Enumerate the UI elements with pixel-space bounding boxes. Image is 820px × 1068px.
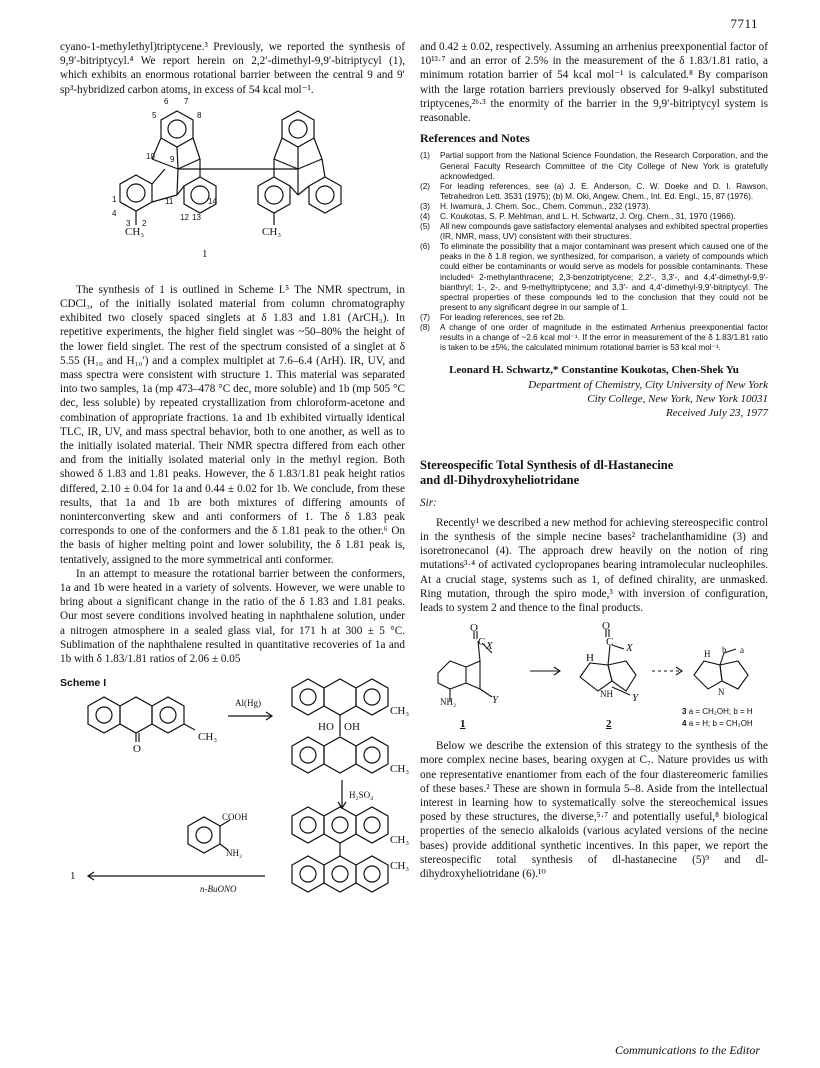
scheme-o: O (133, 743, 141, 756)
scheme-nh2: NH₂ (226, 848, 243, 859)
label-o-2: O (602, 620, 610, 633)
label-compound-3: 3 a = CH₂OH; b = H (682, 707, 753, 717)
scheme-ho: HO (318, 721, 334, 734)
barrier-paragraph: and 0.42 ± 0.02, respectively. Assuming an arrhenius preexponential factor of 10¹³·⁷ and an error of 2.5% in the measurement of the δ 1.83/1.81 ratio, a minimum rotation barrier of 54 kcal mol⁻¹ is calculated.⁸ By comparison with the large rotation barriers previously observed for 9-alkyl substituted triptycenes,²ᵇ·³ the enormity of the barrier in the 9,9′-bitriptycyl system is reasonable. (420, 41, 768, 125)
intro-paragraph: cyano-1-methylethyl)triptycene.³ Previously, we reported the synthesis of 9,9′-bitriptycyl.⁴ We report herein on 2,2′-dimethyl-9,9′-bitriptycyl (1), which exhibits an enormous rotational barrier between the central 9 and 9′ sp³-hybridized carbon atoms, in excess of 54 kcal mol⁻¹. (60, 41, 405, 96)
scheme-oh: OH (344, 721, 360, 734)
rotation-paragraph: In an attempt to measure the rotational barrier between the conformers, 1a and 1b were heated in a variety of solvents. However, we were unable to bring about a significant change in the ratio of the δ 1.83 and 1.81 peaks. Our most severe conditions involved heating in naphthalene solution, under a nitrogen atmosphere in a sealed glass vial, for 171 h at 300 ± 5 °C. Sublimation of the naphthalene resulted in quantitative recoveries of 1a and 1b with δ 1.83/1.81 ratios of 2.06 ± 0.05 (60, 567, 405, 666)
scheme-ch3-4: CH₃ (390, 834, 410, 847)
locant-13: 13 (192, 212, 201, 222)
received-date: Received July 23, 1977 (665, 406, 768, 419)
locant-8: 8 (197, 110, 202, 120)
label-h-2: H (586, 652, 594, 665)
reference-item: (5) All new compounds gave satisfactory elemental analyses and exhibited spectral properties (IR, NMR, mass, UV) consistent with their structures. (420, 222, 768, 242)
locant-9: 9 (170, 154, 175, 164)
methyl-left: CH₃ (125, 225, 145, 238)
locant-14: 14 (208, 196, 217, 206)
locant-12: 12 (180, 212, 189, 222)
strategy-paragraph: Below we describe the extension of this strategy to the synthesis of the more complex necine bases, bearing oxygen at C₇. Nature provides us with one representative enantiomer from each of the four diastereomeric families of these bases.² These are shown in formula 5–8. Aside from the intellectual interest in learning how to systematically solve the stereochemical issues posed by these structures, the diverse,⁵·⁷ and potentially useful,⁸ biological properties of the senecio alkaloids (various acylated versions of the necine bases) provide additional synthetic incentives. In this paper, we report the stereospecific total synthesis of dl-hastanecine (5)⁹ and dl-dihydroxyheliotridane (6).¹⁰ (420, 740, 768, 880)
locant-5: 5 (152, 110, 157, 120)
bitriptycyl-structure (60, 97, 405, 277)
label-nh2: NH₂ (440, 697, 457, 708)
bitriptycyl-drawing (60, 97, 405, 277)
locant-2: 2 (142, 218, 147, 228)
reference-item: (6) To eliminate the possibility that a major contaminant was present which caused one of the peaks in the δ 1.8 region, we synthesized, for comparison, a variety of compounds which could either be contaminants or would serve as models for possible contaminants. These included⁵ 2-methylanthracene; 2,3-benzotriptycene; 2,2′-, 3,3′-, and 4,4′-dimethyl-9,9′-bianthryl; 1-, 2-, and 9-methyltriptycene; and 3,3′- and 4,4′-dimethyl-9,9′-bitriptycyl. The spectral properties of these compounds led to the conclusion that they could not be present to any significant degree in our sample of 1. (420, 242, 768, 312)
reagent-h2so4: H₂SO₄ (349, 790, 374, 801)
compound-number: 1 (202, 247, 208, 260)
scheme-ch3-5: CH₃ (390, 860, 410, 873)
references-heading: References and Notes (420, 131, 530, 146)
scheme-cooh: COOH (222, 812, 248, 823)
reagent-buono: n-BuONO (200, 884, 237, 895)
label-c-1: C (478, 636, 486, 649)
reference-item: (8) A change of one order of magnitude in the estimated Arrhenius preexponential factor results in a change of ~2.6 kcal mol⁻¹. If the error in measurement of the δ 1.83/1.81 ratio is taken to be ±5%, the calculated minimum rotational barrier is 53 kcal mol⁻¹. (420, 323, 768, 353)
reference-item: (7) For leading references, see ref 2b. (420, 312, 566, 322)
label-x-2: X (626, 642, 633, 655)
label-o-1: O (470, 622, 478, 635)
scheme-title: Scheme I (60, 677, 107, 690)
label-x-1: X (486, 640, 493, 653)
label-y-2: Y (632, 692, 639, 705)
article-title-line-2: and dl-Dihydroxyheliotridane (420, 472, 580, 487)
ring-mutation-scheme (420, 621, 768, 739)
necine-intro-paragraph: Recently¹ we described a new method for achieving stereospecific control in the synthesis of the simple necine bases² trachelanthamidine (3) and isoretronecanol (4). The approach drew heavily on the notion of ring mutations³·⁴ of activated cyclopropanes bearing intramolecular nucleophiles. At a crucial stage, systems such as 1, of defined chirality, are unmasked. Ring mutation, through the spiro mode,³ with inversion of configuration, leads to system 2 and thence to the final products. (420, 516, 768, 614)
reference-item: (2) For leading references, see (a) J. E. Anderson, C. W. Doeke and D. I. Rawson, Tetrahedron Lett. 3531 (1975); (b) M. Oki, Angew. Chem., Int. Ed. Engl., 15, 87 (1976). (420, 181, 768, 201)
article-title-line-1: Stereospecific Total Synthesis of dl-Hastanecine (420, 457, 674, 472)
left-column (60, 40, 410, 936)
locant-10: 10 (146, 151, 155, 161)
label-n: N (718, 687, 725, 698)
label-nh: NH (600, 689, 613, 700)
journal-section-footer: Communications to the Editor (615, 1043, 760, 1057)
locant-6: 6 (164, 96, 169, 106)
affiliation-line-1: Department of Chemistry, City University of New York (528, 378, 768, 391)
label-b: b (722, 645, 727, 656)
scheme-ch3-2: CH₃ (390, 705, 410, 718)
label-compound-4: 4 a = H; b = CH₂OH (682, 719, 753, 729)
page-number: 7711 (730, 16, 758, 31)
label-c-2: C (606, 636, 614, 649)
salutation: Sir: (420, 496, 437, 509)
methyl-right: CH₃ (262, 225, 282, 238)
reference-item: (1) Partial support from the National Science Foundation, the Research Corporation, and the General Faculty Research Committee of the City College of New York is gratefully acknowledged. (420, 151, 768, 181)
reference-list (420, 151, 768, 353)
scheme-ch3-3: CH₃ (390, 763, 410, 776)
affiliation-line-2: City College, New York, New York 10031 (587, 392, 768, 405)
label-a: a (740, 645, 744, 656)
locant-1: 1 (112, 194, 117, 204)
locant-4: 4 (112, 208, 117, 218)
reference-item: (4) C. Koukotas, S. P. Mehlman, and L. H. Schwartz, J. Org. Chem., 31, 1970 (1966). (420, 211, 736, 221)
right-column (420, 40, 768, 881)
locant-11: 11 (165, 196, 174, 206)
reference-item: (3) H. Iwamura, J. Chem. Soc., Chem. Commun., 232 (1973). (420, 201, 651, 211)
reagent-alhg: Al(Hg) (235, 698, 261, 709)
locant-7: 7 (184, 96, 189, 106)
scheme-product: 1 (70, 870, 76, 883)
label-compound-2: 2 (606, 718, 612, 731)
scheme-1 (60, 676, 410, 936)
label-compound-1: 1 (460, 718, 466, 731)
scheme-ch3-1: CH₃ (198, 731, 218, 744)
locant-3: 3 (126, 218, 131, 228)
author-line: Leonard H. Schwartz,* Constantine Koukotas, Chen-Shek Yu (449, 364, 739, 377)
label-y-1: Y (492, 694, 499, 707)
label-h-3: H (704, 649, 711, 660)
scheme-drawing (60, 676, 405, 936)
synthesis-paragraph: The synthesis of 1 is outlined in Scheme I.⁵ The NMR spectrum, in CDCl₃, of the initially isolated material from column chromatography exhibited two closely spaced singlets at δ 1.83 and 1.81 (ArCH₃). In repetitive experiments, the higher field singlet was ~50–80% the height of the lower field singlet. The rest of the spectrum consisted of a singlet at δ 5.55 (H₁₀ and H₁₀′) and a complex multiplet at 7.6–6.4 (ArH). IR, UV, and mass spectra were consistent with structure 1. This material was separated into two samples, 1a (mp 473–478 °C dec, more soluble) and 1b (mp 505 °C dec, less soluble) by repeated crystallization from chloroform-acetone and combination of appropriate fractions. 1a and 1b exhibited virtually identical TLC, IR, UV, and mass spectral behavior, both to one another, as well as to the initially isolated material. Their NMR spectra differed from each other and from the initially isolated material only in the methyl region. Both showed δ 1.83 and 1.81 peaks. However, the δ 1.83/1.81 peak height ratios differed, 2.10 ± 0.04 for 1a and 0.44 ± 0.02 for 1b. We conclude, from these results, that 1a and 1b are both mixtures of differing amounts of noninterconverting skew and anti conformers of 1. The δ 1.83 peak corresponds to one of the conformers and the δ 1.81 peak to the other.⁶ On the basis of higher melting point and lower solubility, the δ 1.81 peak is, tentatively, assigned to the more symmetrical anti conformer. (60, 283, 405, 566)
